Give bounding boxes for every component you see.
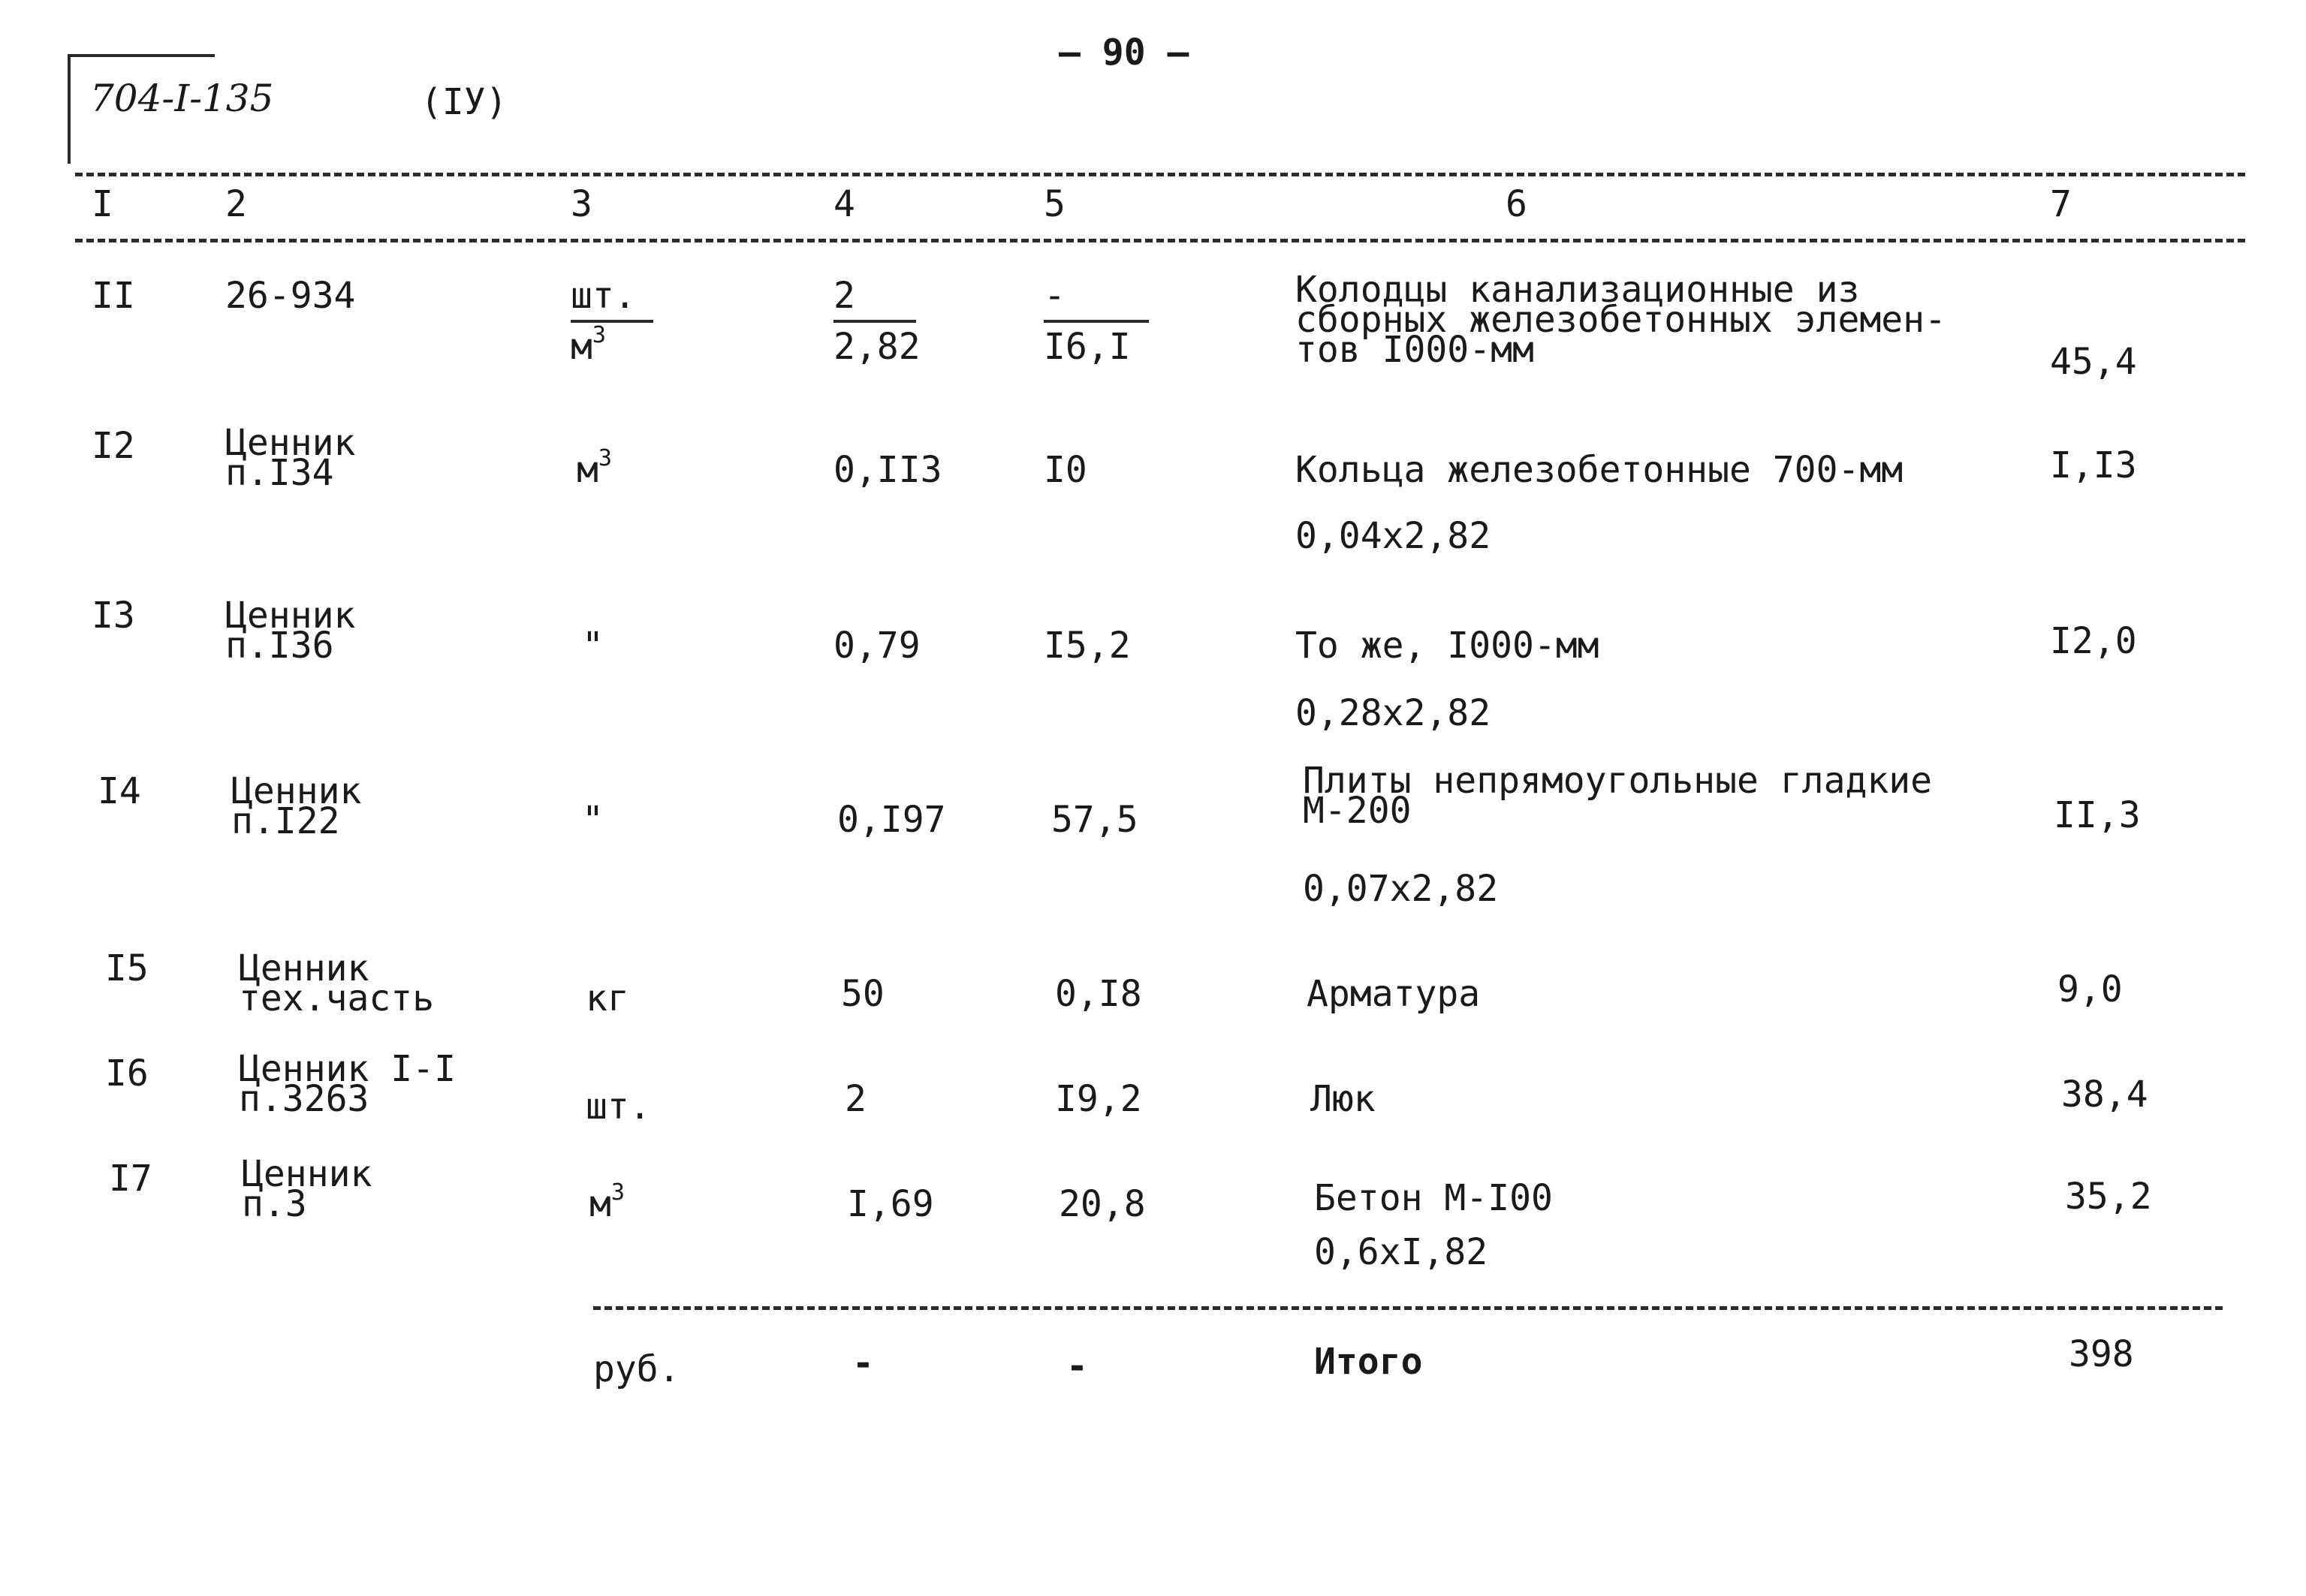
description: Кольца железобетонные 700-мм — [1295, 449, 1904, 491]
quantity: I,69 — [847, 1183, 934, 1225]
summary-quantity: - — [852, 1342, 874, 1384]
description: Плиты непрямоугольные гладкие М-200 — [1303, 760, 1933, 832]
total-value: 35,2 — [2065, 1176, 2152, 1218]
description: То же, I000-мм — [1295, 625, 1599, 667]
source-code: 26-934 — [225, 275, 356, 317]
quantity: 0,II3 — [833, 449, 942, 491]
row-number: I7 — [109, 1158, 152, 1200]
header-rule-bottom — [75, 239, 2245, 242]
unit-bottom: $м^3$ — [571, 322, 606, 368]
price: 57,5 — [1051, 799, 1138, 841]
header-rule-top — [75, 173, 2245, 176]
total-value: 38,4 — [2061, 1074, 2148, 1116]
total-value: I2,0 — [2050, 620, 2137, 662]
col-header-7: 7 — [2050, 183, 2072, 225]
corner-stamp-vertical — [68, 54, 71, 164]
row-number: I5 — [105, 947, 149, 989]
calculation: 0,6хI,82 — [1314, 1231, 1488, 1273]
source-code: Ценник п.3 — [242, 1153, 372, 1225]
unit: " — [582, 799, 604, 841]
col-header-1: I — [92, 183, 113, 225]
description: Люк — [1310, 1078, 1376, 1120]
quantity: 2 — [845, 1078, 867, 1120]
row-number: I6 — [105, 1052, 149, 1095]
col-header-4: 4 — [833, 183, 855, 225]
quantity: 0,79 — [833, 625, 921, 667]
price: 0,I8 — [1055, 973, 1142, 1015]
total-value: 9,0 — [2057, 968, 2123, 1010]
price: I0 — [1044, 449, 1087, 491]
doc-part: (IУ) — [421, 81, 508, 123]
description: Колодцы канализационные из сборных железобетонных элемен- тов I000-мм — [1295, 269, 1946, 371]
source-code: Ценник тех.часть — [239, 947, 435, 1019]
unit: кг — [586, 977, 629, 1019]
calculation: 0,28х2,82 — [1295, 692, 1491, 734]
unit-fraction — [571, 275, 653, 368]
doc-code: 704-I-135 — [90, 77, 274, 120]
source-code: Ценник п.I34 — [225, 422, 356, 494]
row-number: I4 — [98, 770, 141, 812]
source-code: Ценник п.I22 — [231, 770, 362, 842]
summary-rule — [593, 1306, 2223, 1310]
summary-unit: руб. — [593, 1348, 680, 1390]
price: I9,2 — [1055, 1078, 1142, 1120]
corner-stamp-horizontal — [68, 54, 215, 57]
unit-top: шт. — [571, 278, 653, 323]
total-value: 45,4 — [2050, 341, 2137, 383]
summary-price: - — [1066, 1345, 1088, 1387]
grand-total: 398 — [2069, 1333, 2134, 1375]
unit: " — [582, 625, 604, 667]
total-value: I,I3 — [2050, 444, 2137, 486]
quantity: 50 — [841, 973, 885, 1015]
calculation: 0,04х2,82 — [1295, 515, 1491, 557]
description: Бетон М-I00 — [1314, 1177, 1553, 1219]
unit: шт. — [586, 1086, 651, 1128]
row-number: II — [92, 275, 135, 317]
row-number: I2 — [92, 425, 135, 467]
col-header-6: 6 — [1506, 183, 1527, 225]
price-bottom: I6,I — [1044, 326, 1131, 368]
col-header-5: 5 — [1044, 183, 1066, 225]
calculation: 0,07х2,82 — [1303, 868, 1499, 910]
quantity-bottom: 2,82 — [833, 326, 921, 368]
row-number: I3 — [92, 595, 135, 637]
unit: $м^3$ — [589, 1179, 625, 1225]
unit: $м^3$ — [577, 445, 612, 491]
source-code: Ценник п.I36 — [225, 595, 356, 667]
quantity: 0,I97 — [837, 799, 946, 841]
col-header-3: 3 — [571, 183, 592, 225]
price: I5,2 — [1044, 625, 1131, 667]
total-value: II,3 — [2054, 794, 2141, 836]
price-fraction — [1044, 275, 1149, 368]
summary-label: Итого — [1314, 1341, 1423, 1383]
col-header-2: 2 — [225, 183, 247, 225]
description: Арматура — [1307, 973, 1481, 1015]
page-number: — 90 — — [1059, 32, 1189, 74]
quantity-top: 2 — [833, 278, 916, 323]
source-code: Ценник I-I п.3263 — [239, 1048, 456, 1120]
quantity-fraction — [833, 275, 921, 368]
price-top: - — [1044, 278, 1149, 323]
price: 20,8 — [1059, 1183, 1146, 1225]
